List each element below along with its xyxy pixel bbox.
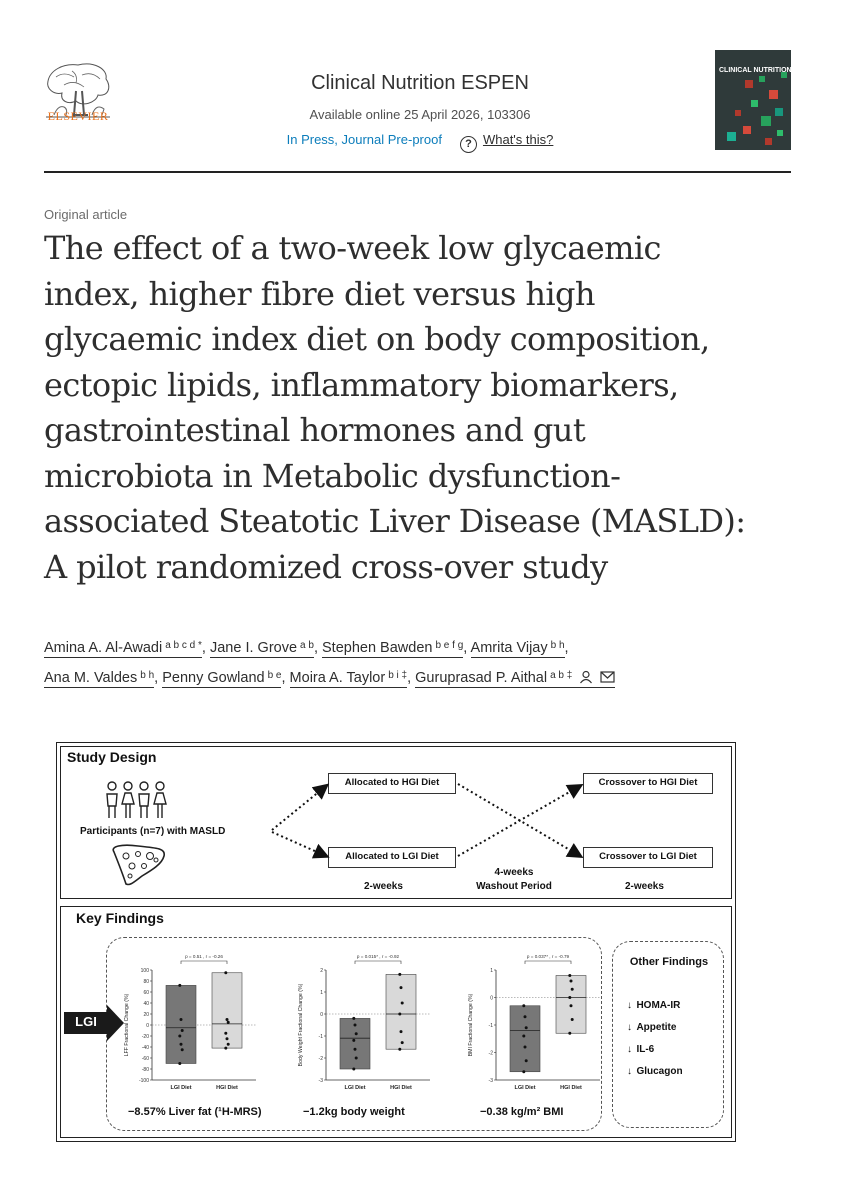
author-name: Stephen Bawden (322, 640, 433, 656)
chart-caption: −0.38 kg/m² BMI (480, 1106, 564, 1118)
data-point (398, 973, 401, 976)
y-tick-label: 80 (143, 978, 149, 985)
author-name: Amrita Vijay (470, 640, 548, 656)
x-tick-label: LGI Diet (344, 1085, 366, 1091)
data-point (400, 986, 403, 989)
down-arrow-icon: ↓ (627, 1066, 632, 1077)
significance-bracket (525, 961, 571, 964)
y-tick-label: 1 (320, 989, 323, 996)
y-axis-label: Body Weight Fractional Change (%) (298, 983, 304, 1067)
author-link[interactable] (471, 640, 565, 658)
title-line: index, higher fibre diet versus high (44, 274, 595, 313)
data-point (401, 1002, 404, 1005)
significance-bracket (181, 961, 227, 964)
y-tick-label: -100 (138, 1077, 149, 1084)
title-line: A pilot randomized cross-over study (44, 547, 608, 586)
other-finding-item (627, 995, 680, 1013)
data-point (571, 1018, 574, 1021)
y-tick-label: -2 (488, 1050, 493, 1057)
journal-title[interactable]: Clinical Nutrition ESPEN (311, 72, 529, 94)
stat-label: p = 0.51 , r = -0.26 (185, 954, 223, 959)
status-link[interactable]: In Press, Journal Pre-proof (286, 132, 442, 147)
data-point (181, 1048, 184, 1051)
question-circle-icon[interactable]: ? (460, 136, 477, 153)
cover-title: CLINICAL NUTRITION ESPEN (719, 67, 818, 74)
data-point (525, 1059, 528, 1062)
data-point (224, 1047, 227, 1050)
data-point (401, 1041, 404, 1044)
article-type: Original article (44, 207, 128, 222)
crossover-lgi-box: Crossover to LGI Diet (583, 847, 713, 868)
y-tick-label: 1 (490, 967, 493, 974)
author-affiliations: a b (300, 640, 314, 651)
author-affiliations: a b c d * (165, 640, 202, 651)
down-arrow-icon: ↓ (627, 1044, 632, 1055)
author-name: Penny Gowland (162, 670, 265, 686)
y-tick-label: -60 (141, 1055, 149, 1062)
participants-label: Participants (n=7) with MASLD (80, 826, 226, 837)
author-list: Amina A. Al-Awadi $^{a b c d *}$, Jane I. Grove $^{a b}$, Stephen Bawden $^{b e f g}$, Amrita Vijay $^{b h}$, Ana M. Valdes $^{b h}$, Penny Gowland $^{b e}$, Moira A. Taylor $^{b i \ddagger}$, Guruprasad P. Aithal $^{a b \ddagger}$ (44, 632, 804, 692)
data-point (181, 1029, 184, 1032)
author-link[interactable] (210, 640, 314, 658)
stat-label: p = 0.037* , r = -0.79 (526, 954, 570, 959)
chart-liver-fat (118, 948, 260, 1102)
author-name: Guruprasad P. Aithal (415, 670, 548, 686)
title-line: microbiota in Metabolic dysfunction- (44, 456, 621, 495)
y-tick-label: -40 (141, 1044, 149, 1051)
allocated-hgi-box: Allocated to HGI Diet (328, 773, 456, 794)
y-tick-label: 60 (143, 989, 149, 996)
availability-date: Available online 25 April 2026, 103306 (309, 107, 531, 122)
title-line: The effect of a two-week low glycaemic (44, 229, 661, 267)
author-affiliations: b h (140, 670, 155, 681)
title-line: ectopic lipids, inflammatory biomarkers, (44, 365, 679, 404)
other-finding-item (627, 1061, 683, 1079)
author-name: Jane I. Grove (209, 640, 298, 656)
data-point (570, 980, 573, 983)
x-tick-label: HGI Diet (560, 1085, 582, 1091)
data-point (227, 1021, 230, 1024)
y-tick-label: 40 (143, 1000, 149, 1007)
phase1-label: 2-weeks (364, 881, 403, 892)
author-name: Ana M. Valdes (44, 670, 138, 686)
envelope-icon (600, 671, 615, 683)
y-tick-label: 20 (143, 1011, 149, 1018)
data-point (352, 1017, 355, 1020)
data-point (568, 996, 571, 999)
data-point (180, 1043, 183, 1046)
lgi-arrow-label: LGI (75, 1014, 97, 1029)
author-name: Moira A. Taylor (289, 670, 386, 686)
study-design-heading: Study Design (67, 749, 157, 765)
data-point (354, 1048, 357, 1051)
x-tick-label: HGI Diet (390, 1085, 412, 1091)
stat-label: p = 0.015* , r = -0.92 (356, 954, 400, 959)
data-point (571, 988, 574, 991)
y-tick-label: 0 (320, 1011, 323, 1018)
chart-caption: −1.2kg body weight (303, 1106, 405, 1118)
other-finding-item (627, 1017, 676, 1035)
header-divider (44, 171, 791, 173)
author-affiliations: a b ‡ (550, 670, 573, 681)
data-point (570, 1004, 573, 1007)
author-affiliations: b e (267, 670, 282, 681)
data-point (524, 1015, 527, 1018)
data-point (178, 1062, 181, 1065)
author-affiliations: b e f g (435, 640, 464, 651)
other-finding-label: IL-6 (636, 1044, 655, 1055)
title-line: associated Steatotic Liver Disease (MASLD): (44, 502, 746, 540)
author-link[interactable] (44, 640, 202, 658)
other-finding-label: HOMA-IR (636, 1000, 681, 1011)
box (386, 974, 416, 1049)
chart-caption: −8.57% Liver fat (¹H-MRS) (128, 1106, 262, 1118)
data-point (352, 1039, 355, 1042)
y-tick-label: -3 (488, 1077, 493, 1084)
y-tick-label: -80 (141, 1066, 149, 1073)
data-point (354, 1024, 357, 1027)
x-tick-label: LGI Diet (514, 1085, 536, 1091)
data-point (524, 1046, 527, 1049)
data-point (227, 1043, 230, 1046)
y-tick-label: 100 (140, 967, 149, 974)
data-point (226, 1018, 229, 1021)
whats-this-link[interactable]: What's this? (482, 132, 554, 147)
author-link[interactable] (415, 670, 615, 688)
other-finding-label: Appetite (636, 1022, 677, 1033)
allocated-lgi-box: Allocated to LGI Diet (328, 847, 456, 868)
other-findings-heading: Other Findings (629, 956, 709, 968)
data-point (226, 1037, 229, 1040)
chart-bmi (462, 948, 604, 1102)
washout-duration: 4-weeks (494, 867, 534, 878)
y-tick-label: -20 (141, 1033, 149, 1040)
author-name: Amina A. Al-Awadi (44, 640, 163, 656)
person-icon (579, 670, 593, 684)
author-affiliations: b h (550, 640, 565, 651)
y-tick-label: -3 (318, 1077, 323, 1084)
author-link[interactable] (290, 670, 408, 688)
journal-cover-image[interactable] (715, 50, 818, 150)
key-findings-heading: Key Findings (76, 910, 164, 926)
data-point (525, 1026, 528, 1029)
washout-label: Washout Period (476, 881, 552, 892)
y-tick-label: -2 (318, 1055, 323, 1062)
down-arrow-icon: ↓ (627, 1000, 632, 1011)
y-tick-label: 0 (490, 995, 493, 1002)
data-point (522, 1004, 525, 1007)
down-arrow-icon: ↓ (627, 1022, 632, 1033)
data-point (398, 1048, 401, 1051)
y-tick-label: -1 (318, 1033, 323, 1040)
data-point (398, 1013, 401, 1016)
data-point (522, 1070, 525, 1073)
box (212, 973, 242, 1048)
box (166, 985, 196, 1063)
status-row (200, 132, 640, 153)
x-tick-label: LGI Diet (170, 1085, 192, 1091)
participants-icon (104, 780, 168, 822)
phase2-label: 2-weeks (625, 881, 664, 892)
y-tick-label: -1 (488, 1022, 493, 1029)
data-point (180, 1018, 183, 1021)
other-finding-label: Glucagon (636, 1066, 683, 1077)
data-point (224, 1032, 227, 1035)
significance-bracket (355, 961, 401, 964)
article-title (44, 226, 804, 590)
author-link[interactable] (162, 670, 281, 688)
chart-body-weight (292, 948, 434, 1102)
data-point (178, 1035, 181, 1038)
y-axis-label: LFF Fractional Change (%) (124, 993, 130, 1057)
y-tick-label: 2 (320, 967, 323, 974)
data-point (224, 971, 227, 974)
data-point (568, 974, 571, 977)
data-point (400, 1030, 403, 1033)
data-point (178, 984, 181, 987)
y-tick-label: 0 (146, 1022, 149, 1029)
data-point (568, 1032, 571, 1035)
y-axis-label: BMI Fractional Change (%) (468, 993, 474, 1057)
title-line: glycaemic index diet on body composition, (44, 320, 710, 358)
crossover-hgi-box: Crossover to HGI Diet (583, 773, 713, 794)
data-point (355, 1057, 358, 1060)
liver-icon (108, 842, 168, 888)
data-point (522, 1035, 525, 1038)
publisher-name: ELSEVIER (47, 109, 109, 123)
author-affiliations: b i ‡ (388, 670, 408, 681)
title-line: gastrointestinal hormones and gut (44, 411, 586, 449)
other-finding-item (627, 1039, 654, 1057)
x-tick-label: HGI Diet (216, 1085, 238, 1091)
data-point (355, 1032, 358, 1035)
author-link[interactable] (322, 640, 463, 658)
data-point (352, 1068, 355, 1071)
author-link[interactable] (44, 670, 154, 688)
